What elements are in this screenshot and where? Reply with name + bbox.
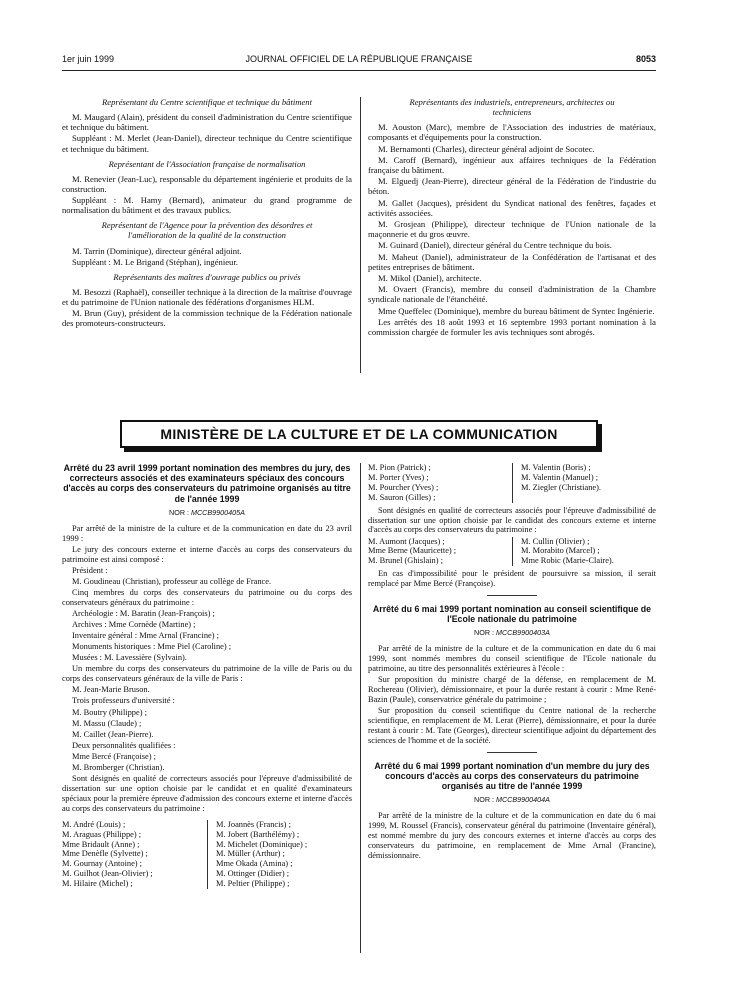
paragraph: M. Caillet (Jean-Pierre).	[72, 729, 154, 739]
paragraph: Sont désignés en qualité de correcteurs associés pour l'épreuve d'admissibilité de dissertation sur une option choisie par le candidat des concours externe et interne d'accès au corps des conservateurs du patrimoine :	[368, 505, 656, 535]
paragraph: Sur proposition du conseil scientifique du Centre national de la recherche scientifique, en remplacement de M. Lerat (Pierre), démissionnaire, et pour la durée restant à courir : M. Tate (Georges), directeur scientifique adjoint du département des sciences de l'homme et de la société.	[368, 706, 656, 745]
paragraph: M. Boutry (Philippe) ;	[72, 707, 147, 717]
nor-reference: NOR : MCCB9900405A	[169, 507, 245, 517]
decree-title: Arrêté du 23 avril 1999 portant nomination des membres du jury, des correcteurs associés et des examinateurs spéciaux des concours d'accès au corps des conservateurs du patrimoine organisés au titre de l'année 1999	[63, 463, 351, 504]
list-item: M. Pourcher (Yves) ;	[368, 482, 439, 492]
list-item: M. Porter (Yves) ;	[368, 472, 429, 482]
paragraph: M. Mikol (Daniel), architecte.	[378, 273, 482, 283]
header-page-number: 8053	[635, 54, 656, 64]
page-header	[62, 54, 656, 68]
list-item: M. Valentin (Manuel) ;	[521, 472, 599, 482]
paragraph: M. Bernamonti (Charles), directeur général adjoint de Socotec.	[378, 143, 595, 154]
paragraph: Les arrêtés des 18 août 1993 et 16 septembre 1993 portant nomination à la commission chargée de formuler les avis techniques sont abrogés.	[368, 316, 656, 338]
paragraph: En cas d'impossibilité pour le président de poursuivre sa mission, il serait remplacé par Mme Bercé (Françoise).	[368, 569, 656, 589]
list-item: Mme Berne (Mauricette) ;	[368, 546, 457, 556]
paragraph: M. Goudineau (Christian), professeur au collège de France.	[72, 576, 272, 586]
paragraph: M. Brun (Guy), président de la commission technique de la Fédération nationale des promoteurs-constructeurs.	[62, 308, 352, 329]
list-item: M. Michelet (Dominique) ;	[216, 839, 308, 849]
nor-reference: NOR : MCCB9900404A	[474, 795, 550, 805]
paragraph: Deux personnalités qualifiées :	[72, 740, 176, 750]
list-item: M. Gournay (Antoine) ;	[62, 859, 143, 869]
header-journal: JOURNAL OFFICIEL DE LA RÉPUBLIQUE FRANÇAISE	[245, 54, 473, 64]
paragraph: M. Maheut (Daniel), administrateur de la Confédération de l'artisanat et des petites entreprises de bâtiment.	[368, 251, 656, 272]
paragraph: M. Caroff (Bernard), ingénieur aux affaires techniques de la Fédération française du bâtiment.	[368, 154, 656, 175]
header-date: 1er juin 1999	[62, 54, 115, 64]
paragraph: Trois professeurs d'université :	[72, 696, 175, 706]
list-item: M. Sauron (Gilles) ;	[368, 492, 436, 502]
list-item: Mme Bridault (Anne) ;	[62, 839, 140, 849]
bottom-left-column	[62, 463, 352, 892]
section-title: Représentants des maîtres d'ouvrage publics ou privés	[113, 271, 301, 282]
paragraph: M. Bromberger (Christian).	[72, 763, 165, 773]
list-item: M. Brunel (Ghislain) ;	[368, 556, 443, 566]
list-item: M. Valentin (Boris) ;	[521, 463, 591, 472]
list-item: Mme Okada (Amina) ;	[216, 859, 293, 869]
list-item: M. Pion (Patrick) ;	[368, 463, 431, 472]
column-divider	[360, 97, 361, 373]
paragraph: M. Massu (Claude) ;	[72, 718, 142, 728]
paragraph: Inventaire général : Mme Arnal (Francine) ;	[72, 631, 219, 641]
paragraph: Suppléant : M. Hamy (Bernard), animateur du grand programme de normalisation du bâtiment et des travaux publics.	[62, 195, 352, 216]
paragraph: Par arrêté de la ministre de la culture et de la communication en date du 6 mai 1999, M. Roussel (Francis), conservateur général du patrimoine (Inventaire général), est nommé membre du jury des concours externes et interne d'accès au corps des conservateurs du patrimoine, en remplacement de Mme Arnal (Francine), démissionnaire.	[368, 811, 656, 860]
paragraph: Un membre du corps des conservateurs du patrimoine de la ville de Paris ou du corps des conservateurs généraux de la ville de Paris :	[62, 664, 352, 684]
name-list	[368, 463, 656, 503]
nor-reference: NOR : MCCB9900403A	[474, 628, 550, 638]
list-item: M. Joannès (Francis) ;	[216, 819, 291, 829]
list-item: M. Jobert (Barthélémy) ;	[216, 829, 300, 839]
paragraph: Sont désignés en qualité de correcteurs associés pour l'épreuve d'admissibilité de dissertation sur une option choisie par le candidat et en qualité d'examinateurs spéciaux pour la première épreuve d'admission des concours externe et interne d'accès au corps des conservateurs du patrimoine :	[62, 774, 352, 813]
list-item: M. Aumont (Jacques) ;	[368, 536, 445, 546]
paragraph: M. Besozzi (Raphaël), conseiller technique à la direction de la maîtrise d'ouvrage et du patrimoine de l'Union nationale des fédérations d'organismes HLM.	[62, 286, 352, 308]
list-item: M. Peltier (Philippe) ;	[216, 879, 290, 889]
list-item: Mme Denèfle (Sylvette) ;	[62, 849, 148, 859]
paragraph: Suppléant : M. Le Brigand (Stéphan), ingénieur.	[72, 256, 238, 267]
name-list	[62, 820, 352, 889]
paragraph: M. Ovaert (Francis), membre du conseil d'administration de la Chambre syndicale nationale de l'étanchéité.	[368, 284, 656, 305]
list-item: M. Müller (Arthur) ;	[216, 849, 285, 859]
paragraph: Par arrêté de la ministre de la culture et de la communication en date du 6 mai 1999, sont nommés membres du conseil scientifique de l'Ecole nationale du patrimoine, au titre des personnalités extérieures à l'école :	[368, 644, 656, 674]
decree-title: Arrêté du 6 mai 1999 portant nomination d'un membre du jury des concours d'accès au corps des conservateurs du patrimoine organisés au titre de l'année 1999	[374, 760, 650, 792]
top-right-column	[368, 97, 656, 338]
separator	[487, 595, 537, 596]
paragraph: M. Elguedj (Jean-Pierre), directeur général de la Fédération de l'industrie du béton.	[368, 176, 656, 197]
paragraph: Par arrêté de la ministre de la culture et de la communication en date du 23 avril 1999 :	[62, 523, 352, 543]
list-item: M. Araguas (Philippe) ;	[62, 829, 142, 839]
section-title: Représentant de l'Association française de normalisation	[108, 158, 306, 169]
top-left-column	[62, 97, 352, 330]
paragraph: Archéologie : M. Baratin (Jean-François) ;	[72, 608, 215, 618]
paragraph: Musées : M. Lavessière (Sylvain).	[72, 653, 187, 663]
paragraph: M. Tarrin (Dominique), directeur général adjoint.	[72, 245, 242, 256]
bottom-right-column	[368, 463, 656, 862]
list-item: M. Guilhot (Jean-Olivier) ;	[62, 869, 153, 879]
decree-title: Arrêté du 6 mai 1999 portant nomination au conseil scientifique de l'Ecole nationale du patrimoine	[372, 604, 652, 625]
paragraph: Monuments historiques : Mme Piel (Caroline) ;	[72, 642, 232, 652]
list-item: M. André (Louis) ;	[62, 819, 126, 829]
paragraph: Archives : Mme Cornède (Martine) ;	[72, 620, 196, 629]
section-title: Représentant de l'Agence pour la prévention des désordres et l'amélioration de la qualité de la construction	[101, 220, 313, 241]
paragraph: M. Gallet (Jacques), président du Syndicat national des fenêtres, façades et activités associées.	[368, 197, 656, 218]
paragraph: M. Maugard (Alain), président du conseil d'administration du Centre scientifique et technique du bâtiment.	[62, 112, 352, 133]
paragraph: Mme Queffelec (Dominique), membre du bureau bâtiment de Syntec Ingénierie.	[378, 305, 655, 316]
paragraph: M. Jean-Marie Bruson.	[72, 685, 150, 695]
paragraph: Mme Bercé (Françoise) ;	[72, 751, 156, 761]
paragraph: M. Renevier (Jean-Luc), responsable du département ingénierie et produits de la construction.	[62, 173, 352, 194]
list-item: M. Morabito (Marcel) ;	[521, 546, 600, 556]
paragraph: M. Grosjean (Philippe), directeur technique de l'Union nationale de la maçonnerie et du gros œuvre.	[368, 218, 656, 240]
section-title: Représentant du Centre scientifique et technique du bâtiment	[102, 97, 312, 107]
name-list	[368, 537, 656, 567]
section-title: Représentants des industriels, entrepreneurs, architectes ou techniciens	[409, 97, 615, 118]
list-item: M. Cullin (Olivier) ;	[521, 536, 590, 546]
paragraph: M. Aouston (Marc), membre de l'Association des industries de matériaux, composants et d'équipements pour la construction.	[368, 122, 656, 143]
column-divider	[360, 463, 361, 953]
separator	[487, 752, 537, 753]
paragraph: Président :	[72, 565, 108, 575]
list-item: Mme Robic (Marie-Claire).	[521, 556, 614, 566]
list-item: M. Ottinger (Didier) ;	[216, 869, 290, 879]
paragraph: Sur proposition du ministre chargé de la défense, en remplacement de M. Rochereau (Olivier), démissionnaire, et pour la durée restant à courir : Mme René-Bazin (Paule), conservatrice générale du patrimoine ;	[368, 675, 656, 705]
paragraph: M. Guinard (Daniel), directeur général du Centre technique du bois.	[378, 240, 612, 251]
list-item: M. Ziegler (Christiane).	[521, 482, 602, 492]
paragraph: Cinq membres du corps des conservateurs du patrimoine ou du corps des conservateurs généraux du patrimoine :	[62, 587, 352, 607]
paragraph: Le jury des concours externe et interne d'accès au corps des conservateurs du patrimoine est ainsi composé :	[62, 544, 352, 564]
paragraph: Suppléant : M. Merlet (Jean-Daniel), directeur technique du Centre scientifique et technique du bâtiment.	[62, 133, 352, 154]
ministry-banner: MINISTÈRE DE LA CULTURE ET DE LA COMMUNICATION	[120, 420, 598, 448]
list-item: M. Hilaire (Michel) ;	[62, 879, 133, 889]
header-rule	[62, 70, 656, 71]
